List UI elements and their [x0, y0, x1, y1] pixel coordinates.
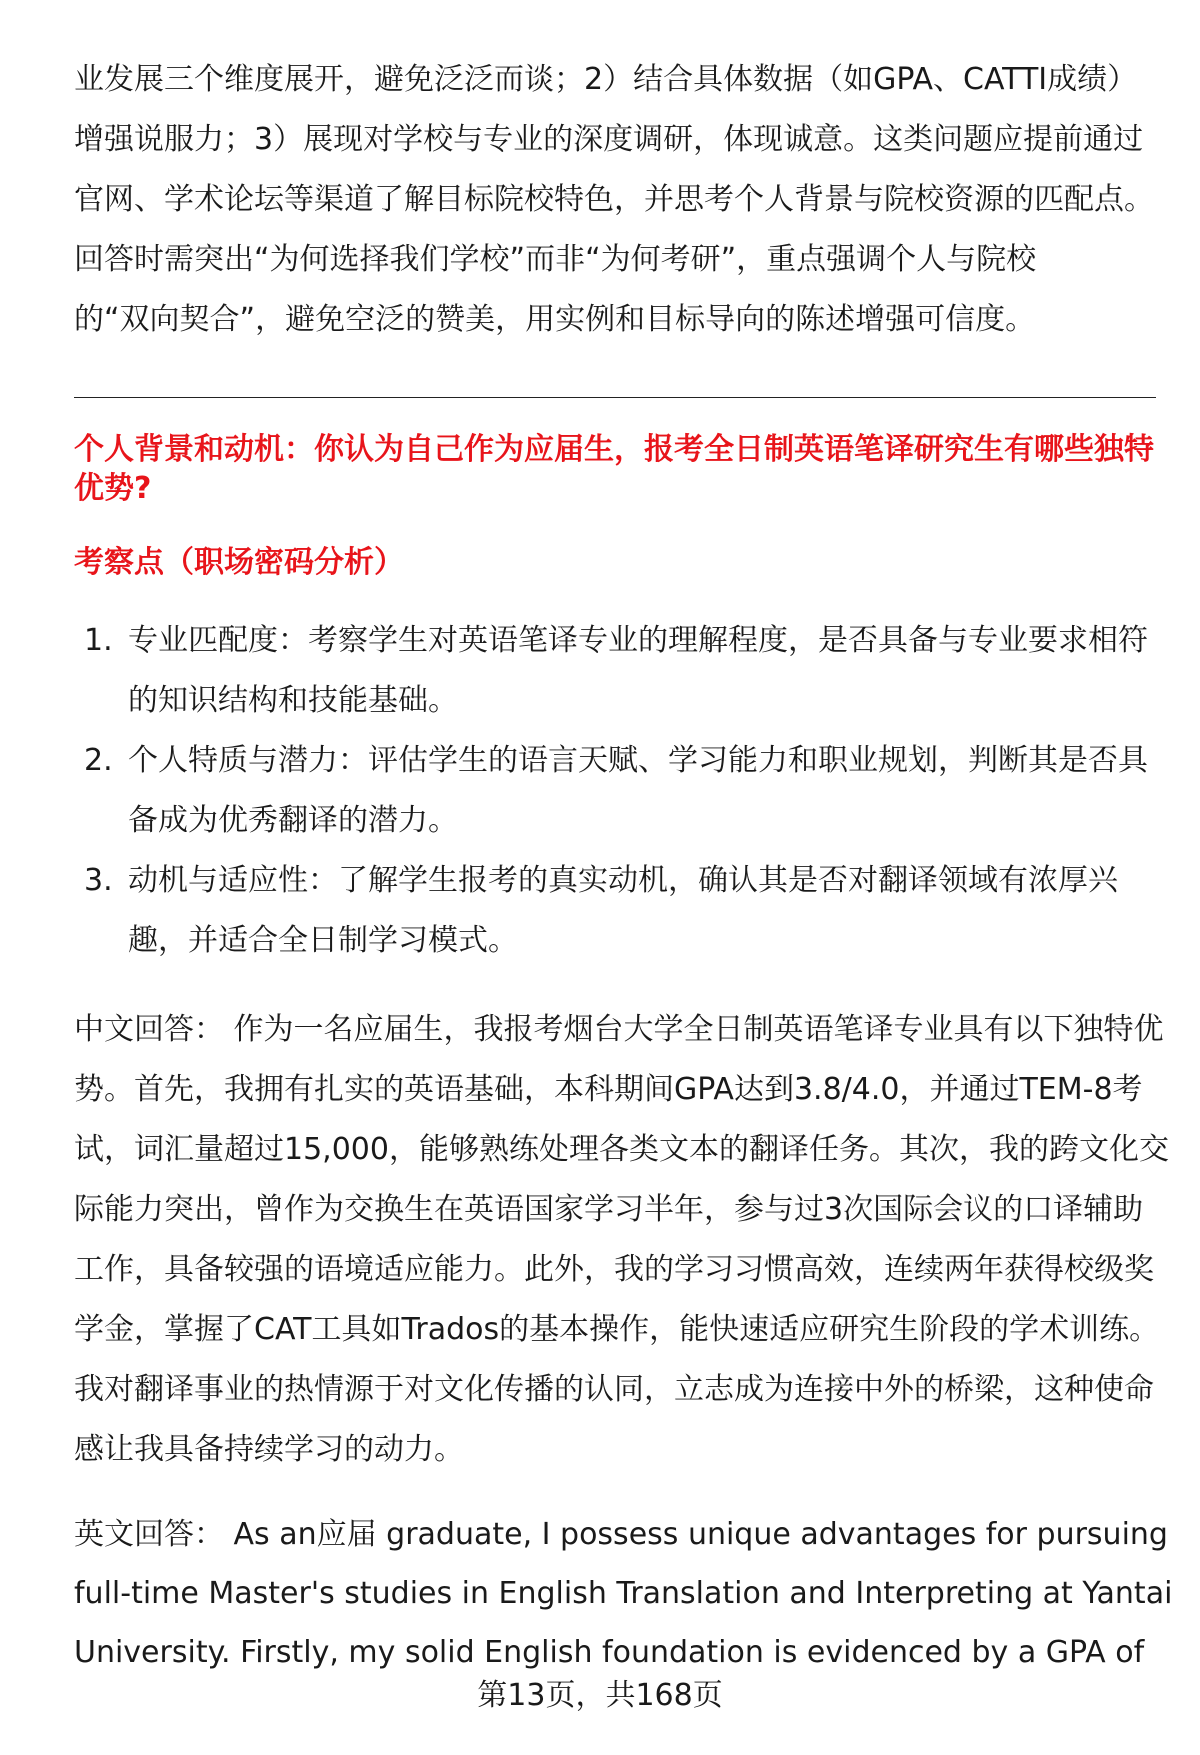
point-number: 3. [84, 863, 113, 898]
point-line: 备成为优秀翻译的潜力。 [128, 803, 458, 838]
page-footer: 第13页，共168页 [477, 1678, 723, 1713]
point-line: 动机与适应性：了解学生报考的真实动机，确认其是否对翻译领域有浓厚兴 [128, 863, 1118, 898]
divider [74, 397, 1156, 398]
point-number: 2. [84, 743, 113, 778]
point-line: 的知识结构和技能基础。 [128, 683, 458, 718]
text-line: 势。首先，我拥有扎实的英语基础，本科期间GPA达到3.8/4.0，并通过TEM-8考 [74, 1072, 1143, 1107]
text-line: 业发展三个维度展开，避免泛泛而谈；2）结合具体数据（如GPA、CATTI成绩） [74, 62, 1138, 97]
text-line: 增强说服力；3）展现对学校与专业的深度调研，体现诚意。这类问题应提前通过 [74, 122, 1144, 157]
point-number: 1. [84, 623, 113, 658]
text-line: 感让我具备持续学习的动力。 [74, 1432, 464, 1467]
question-line: 优势? [74, 471, 152, 506]
text-line: 英文回答： As an应届 graduate, I possess unique advantages for pursuing [74, 1517, 1168, 1552]
text-line: 我对翻译事业的热情源于对文化传播的认同，立志成为连接中外的桥梁，这种使命 [74, 1372, 1154, 1407]
text-line: 试，词汇量超过15,000，能够熟练处理各类文本的翻译任务。其次，我的跨文化交 [74, 1132, 1169, 1167]
point-line: 个人特质与潜力：评估学生的语言天赋、学习能力和职业规划，判断其是否具 [128, 743, 1148, 778]
text-line: 工作，具备较强的语境适应能力。此外，我的学习习惯高效，连续两年获得校级奖 [74, 1252, 1154, 1287]
text-line: 中文回答： 作为一名应届生，我报考烟台大学全日制英语笔译专业具有以下独特优 [74, 1012, 1164, 1047]
text-line: 的“双向契合”，避免空泛的赞美，用实例和目标导向的陈述增强可信度。 [74, 302, 1036, 337]
point-line: 趣，并适合全日制学习模式。 [128, 923, 518, 958]
text-line: 学金，掌握了CAT工具如Trados的基本操作，能快速适应研究生阶段的学术训练。 [74, 1312, 1160, 1347]
text-line: full-time Master's studies in English Translation and Interpreting at Yantai [74, 1576, 1173, 1611]
text-line: 回答时需突出“为何选择我们学校”而非“为何考研”，重点强调个人与院校 [74, 242, 1037, 277]
question-line: 个人背景和动机：你认为自己作为应届生，报考全日制英语笔译研究生有哪些独特 [74, 432, 1154, 467]
text-line: 官网、学术论坛等渠道了解目标院校特色，并思考个人背景与院校资源的匹配点。 [74, 182, 1154, 217]
text-line: 际能力突出，曾作为交换生在英语国家学习半年，参与过3次国际会议的口译辅助 [74, 1192, 1144, 1227]
section-title: 考察点（职场密码分析） [74, 545, 404, 580]
text-line: University. Firstly, my solid English foundation is evidenced by a GPA of [74, 1635, 1145, 1670]
point-line: 专业匹配度：考察学生对英语笔译专业的理解程度，是否具备与专业要求相符 [128, 623, 1148, 658]
